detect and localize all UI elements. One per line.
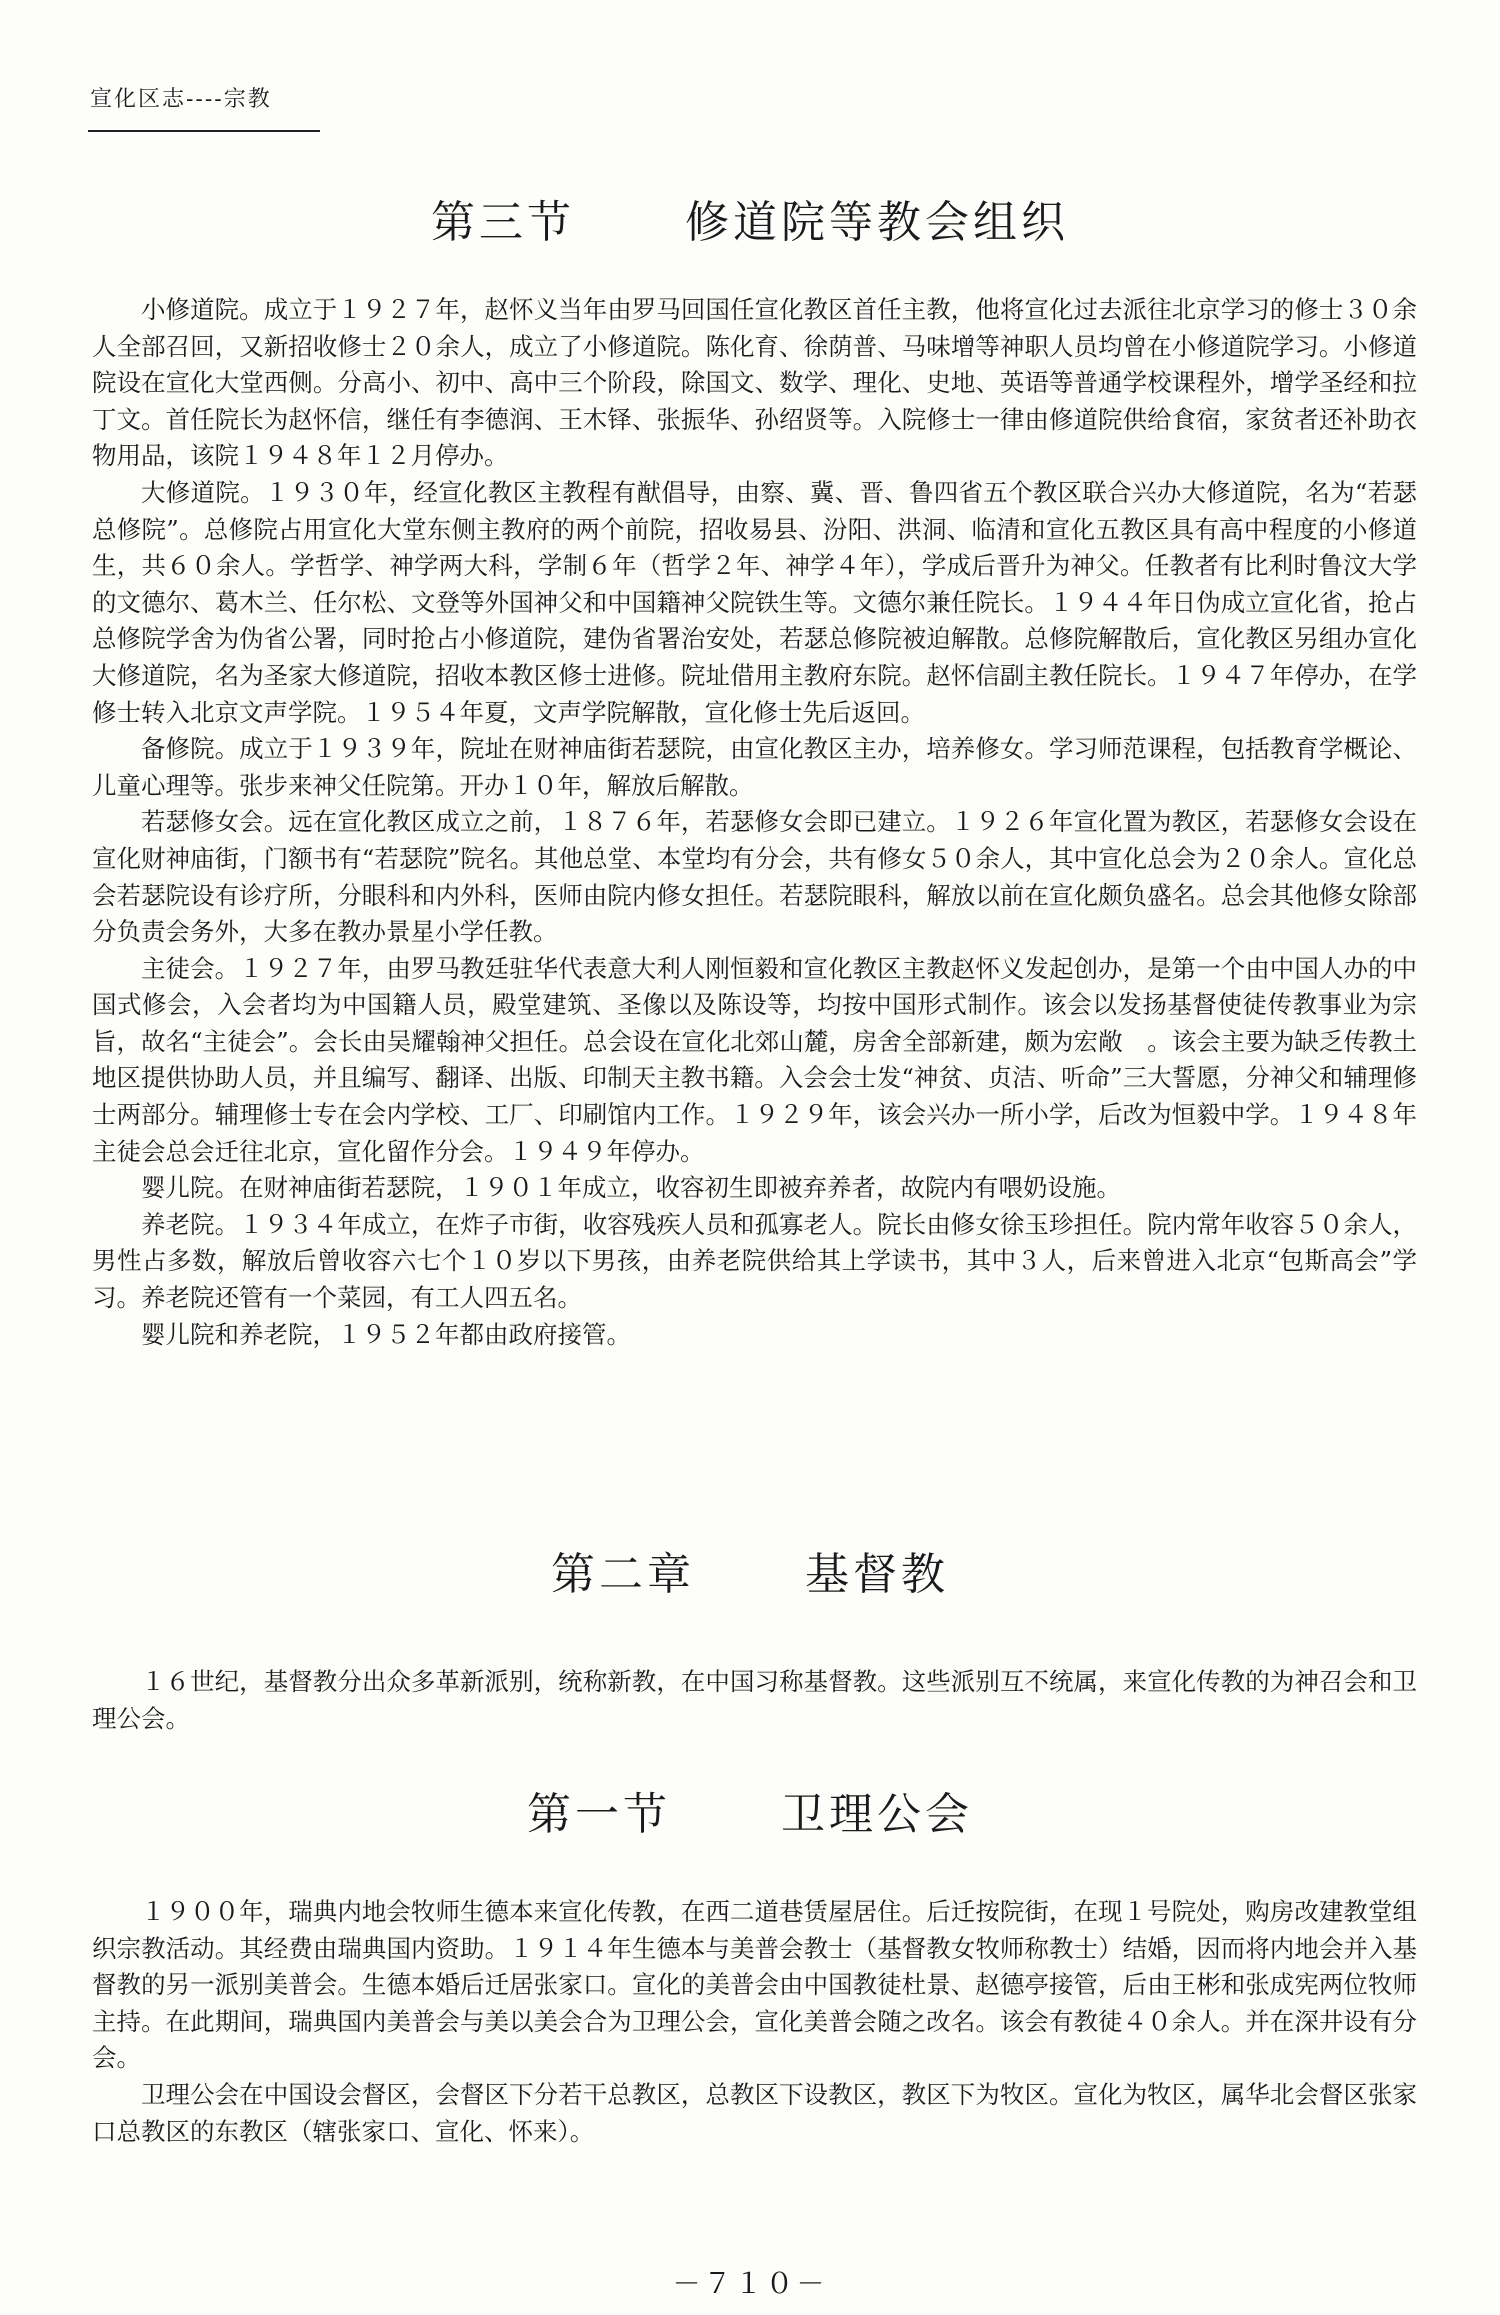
chapter-number: 第二章 bbox=[551, 1549, 695, 1600]
section-body-2 bbox=[92, 1894, 1417, 2150]
section-title-1 bbox=[0, 186, 1500, 250]
paragraph: 婴儿院。在财神庙街若瑟院，１９０１年成立，收容初生即被弃养者，故院内有喂奶设施。 bbox=[141, 1173, 1121, 1203]
paragraph: 小修道院。成立于１９２７年，赵怀义当年由罗马回国任宣化教区首任主教，他将宣化过去派往北京学习的修士３０余人全部召回，又新招收修士２０余人，成立了小修道院。陈化育、徐荫普、马味增等神职人员均曾在小修道院学习。小修道院设在宣化大堂西侧。分高小、初中、高中三个阶段，除国文、数学、理化、史地、英语等普通学校课程外，增学圣经和拉丁文。首任院长为赵怀信，继任有李德润、王木铎、张振华、孙绍贤等。入院修士一律由修道院供给食宿，家贫者还补助衣物用品，该院１９４８年１２月停办。 bbox=[92, 295, 1417, 471]
paragraph: 养老院。１９３４年成立，在炸子市街，收容残疾人员和孤寡老人。院长由修女徐玉珍担任。院内常年收容５０余人，男性占多数，解放后曾收容六七个１０岁以下男孩，由养老院供给其上学读书，其中３人，后来曾进入北京“包斯高会”学习。养老院还管有一个菜园，有工人四五名。 bbox=[92, 1209, 1417, 1313]
section-number-1: 第三节 bbox=[431, 197, 575, 248]
paragraph: 备修院。成立于１９３９年，院址在财神庙街若瑟院，由宣化教区主办，培养修女。学习师范课程，包括教育学概论、儿童心理等。张步来神父任院第。开办１０年，解放后解散。 bbox=[92, 734, 1417, 800]
page-number: －７１０－ bbox=[672, 2267, 828, 2300]
paragraph: 若瑟修女会。远在宣化教区成立之前，１８７６年，若瑟修女会即已建立。１９２６年宣化置为教区，若瑟修女会设在宣化财神庙街，门额书有“若瑟院”院名。其他总堂、本堂均有分会，共有修女５０余人，其中宣化总会为２０余人。宣化总会若瑟院设有诊疗所，分眼科和内外科，医师由院内修女担任。若瑟院眼科，解放以前在宣化颇负盛名。总会其他修女除部分负责会务外，大多在教办景星小学任教。 bbox=[92, 807, 1417, 947]
running-header: 宣化区志----宗教 bbox=[90, 87, 272, 112]
header-rule bbox=[88, 130, 320, 132]
paragraph: 卫理公会在中国设会督区，会督区下分若干总教区，总教区下设教区，教区下为牧区。宣化为牧区，属华北会督区张家口总教区的东教区（辖张家口、宣化、怀来）。 bbox=[92, 2079, 1417, 2146]
chapter-body bbox=[92, 1664, 1417, 1737]
paragraph: 主徒会。１９２７年，由罗马教廷驻华代表意大利人刚恒毅和宣化教区主教赵怀义发起创办，是第一个由中国人办的中国式修会，入会者均为中国籍人员，殿堂建筑、圣像以及陈设等，均按中国形式制作。该会以发扬基督使徒传教事业为宗旨，故名“主徒会”。会长由吴耀翰神父担任。总会设在宣化北郊山麓，房舍全部新建，颇为宏敞 。该会主要为缺乏传教土地区提供协助人员，并且编写、翻译、出版、印制天主教书籍。入会会士发“神贫、贞洁、听命”三大誓愿，分神父和辅理修士两部分。辅理修士专在会内学校、工厂、印刷馆内工作。１９２９年，该会兴办一所小学，后改为恒毅中学。１９４８年主徒会总会迁往北京，宣化留作分会。１９４９年停办。 bbox=[92, 953, 1417, 1166]
section-number-2: 第一节 bbox=[527, 1789, 671, 1840]
section-title-2 bbox=[0, 1778, 1500, 1842]
section-body-1 bbox=[92, 292, 1417, 1353]
paragraph: 婴儿院和养老院，１９５２年都由政府接管。 bbox=[141, 1319, 631, 1349]
paragraph: １６世纪，基督教分出众多革新派别，统称新教，在中国习称基督教。这些派别互不统属，来宣化传教的为神召会和卫理公会。 bbox=[92, 1667, 1417, 1733]
section-name-1: 修道院等教会组织 bbox=[685, 197, 1069, 248]
section-name-2: 卫理公会 bbox=[781, 1789, 973, 1840]
paragraph: 大修道院。１９３０年，经宣化教区主教程有猷倡导，由察、冀、晋、鲁四省五个教区联合兴办大修道院，名为“若瑟总修院”。总修院占用宣化大堂东侧主教府的两个前院，招收易县、汾阳、洪洞、临清和宣化五教区具有高中程度的小修道生，共６０余人。学哲学、神学两大科，学制６年（哲学２年、神学４年），学成后晋升为神父。任教者有比利时鲁汶大学的文德尔、葛木兰、任尔松、文登等外国神父和中国籍神父院铁生等。文德尔兼任院长。１９４４年日伪成立宣化省，抢占总修院学舍为伪省公署，同时抢占小修道院，建伪省署治安处，若瑟总修院被迫解散。总修院解散后，宣化教区另组办宣化大修道院，名为圣家大修道院，招收本教区修士进修。院址借用主教府东院。赵怀信副主教任院长。１９４７年停办，在学修士转入北京文声学院。１９５４年夏，文声学院解散，宣化修士先后返回。 bbox=[92, 477, 1417, 727]
chapter-name: 基督教 bbox=[805, 1549, 949, 1600]
chapter-title bbox=[0, 1538, 1500, 1602]
paragraph: １９００年，瑞典内地会牧师生德本来宣化传教，在西二道巷赁屋居住。后迁按院街，在现１号院处，购房改建教堂组织宗教活动。其经费由瑞典国内资助。１９１４年生德本与美普会教士（基督教女牧师称教士）结婚，因而将内地会并入基督教的另一派别美普会。生德本婚后迁居张家口。宣化的美普会由中国教徒杜景、赵德亭接管，后由王彬和张成宪两位牧师主持。在此期间，瑞典国内美普会与美以美会合为卫理公会，宣化美普会随之改名。该会有教徒４０余人。并在深井设有分会。 bbox=[92, 1897, 1417, 2073]
